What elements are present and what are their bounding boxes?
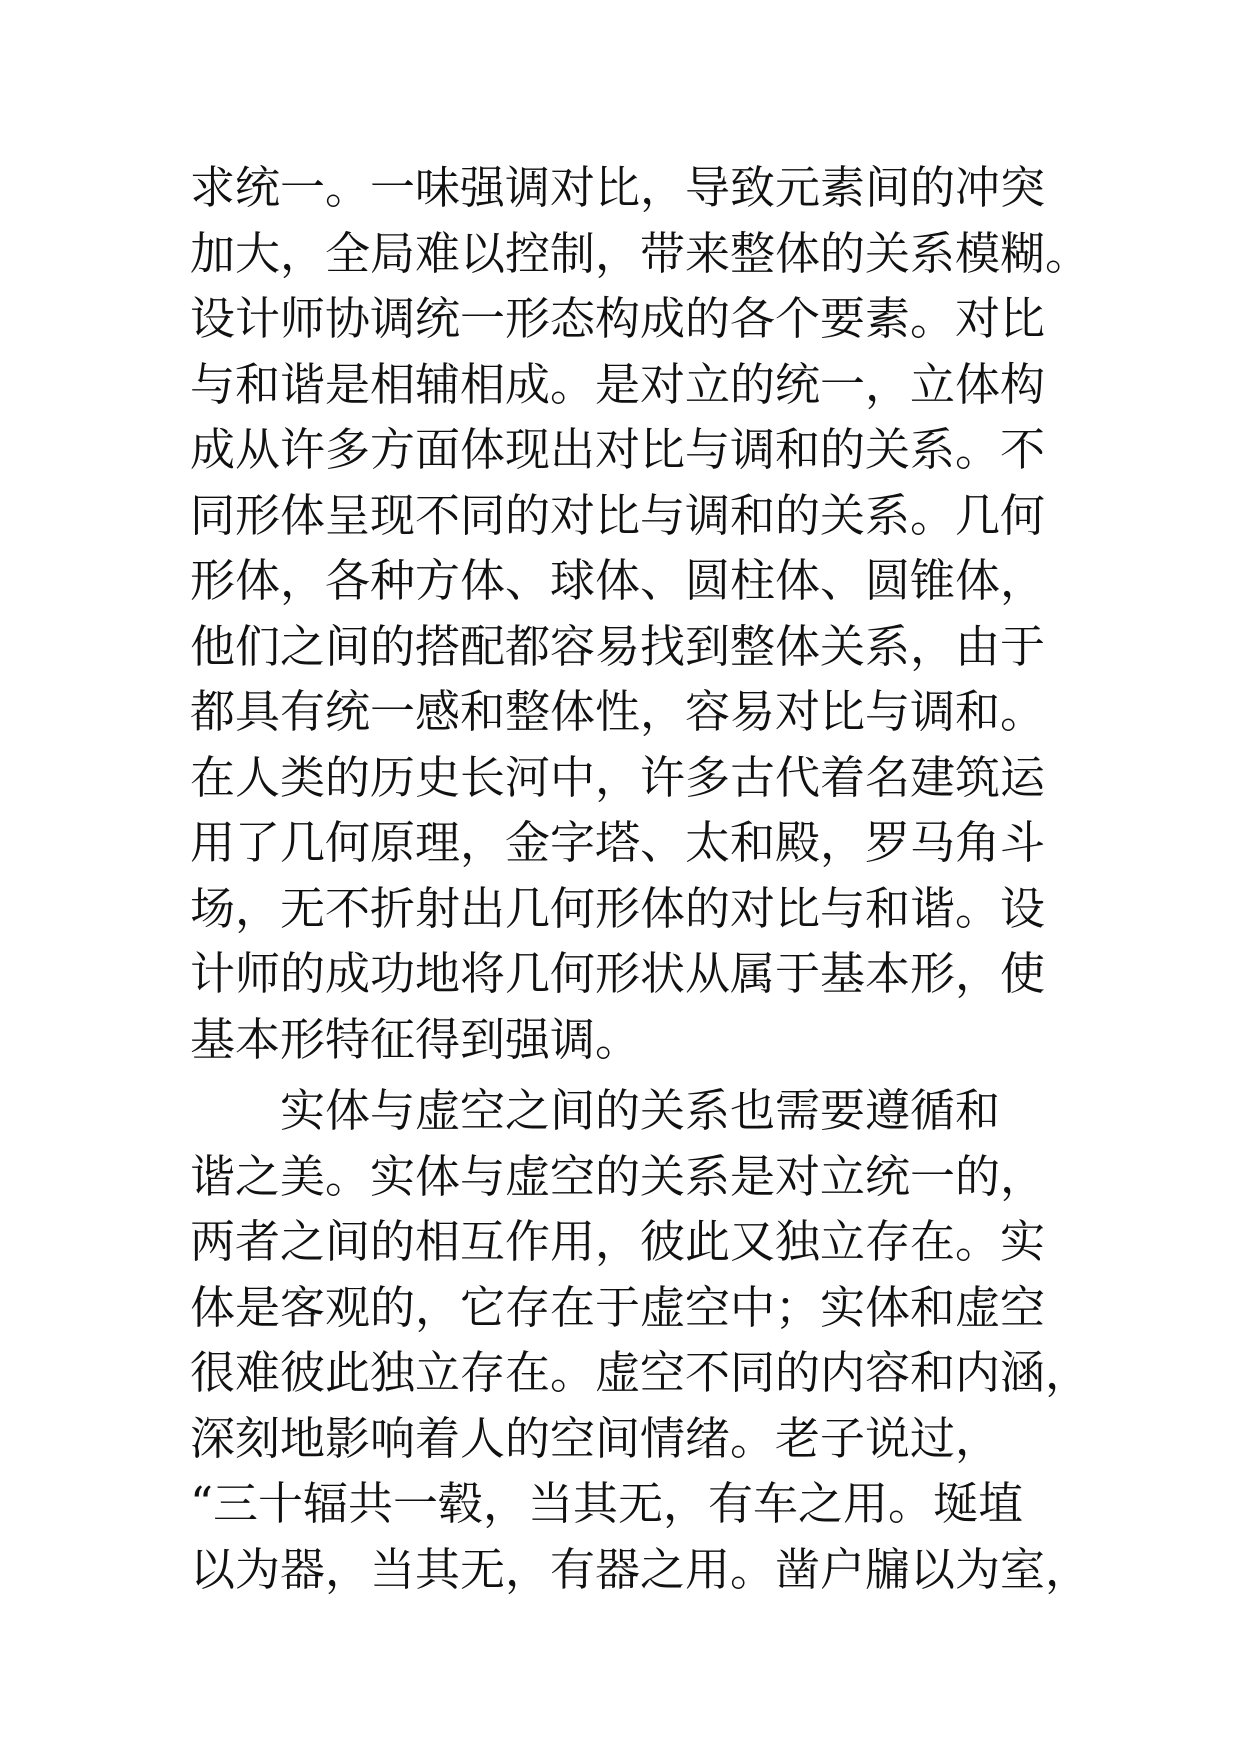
text-line: 在人类的历史长河中，许多古代着名建筑运 bbox=[190, 750, 1046, 804]
text-line: 体是客观的，它存在于虚空中；实体和虚空 bbox=[190, 1280, 1046, 1334]
text-line: “三十辐共一毂，当其无，有车之用。埏埴 bbox=[190, 1477, 1024, 1530]
text-line: 求统一。一味强调对比，导致元素间的冲突 bbox=[190, 161, 1046, 214]
paragraph-start-line: 实体与虚空之间的关系也需要遵循和 bbox=[280, 1084, 1001, 1137]
text-line: 都具有统一感和整体性，容易对比与调和。 bbox=[190, 685, 1046, 738]
text-line: 很难彼此独立存在。虚空不同的内容和内涵， bbox=[190, 1346, 1091, 1399]
text-line: 场，无不折射出几何形体的对比与和谐。设 bbox=[190, 881, 1046, 935]
text-line: 同形体呈现不同的对比与调和的关系。几何 bbox=[190, 488, 1046, 542]
text-line: 深刻地影响着人的空间情绪。老子说过， bbox=[190, 1411, 1001, 1465]
text-line: 用了几何原理，金字塔、太和殿，罗马角斗 bbox=[190, 816, 1046, 869]
text-line: 两者之间的相互作用，彼此又独立存在。实 bbox=[190, 1215, 1046, 1268]
text-line: 以为器，当其无，有器之用。凿户牖以为室， bbox=[190, 1542, 1091, 1596]
text-line: 设计师协调统一形态构成的各个要素。对比 bbox=[190, 292, 1046, 345]
text-line: 成从许多方面体现出对比与调和的关系。不 bbox=[190, 423, 1046, 476]
text-line: 与和谐是相辅相成。是对立的统一，立体构 bbox=[190, 357, 1046, 411]
text-line: 基本形特征得到强调。 bbox=[190, 1012, 641, 1066]
text-line: 加大，全局难以控制，带来整体的关系模糊。 bbox=[190, 226, 1091, 280]
text-line: 他们之间的搭配都容易找到整体关系，由于 bbox=[190, 619, 1046, 673]
text-line: 谐之美。实体与虚空的关系是对立统一的， bbox=[190, 1149, 1046, 1203]
text-line: 计师的成功地将几何形状从属于基本形，使 bbox=[190, 947, 1046, 1000]
body-text bbox=[190, 155, 1090, 1602]
text-line: 形体，各种方体、球体、圆柱体、圆锥体， bbox=[190, 554, 1046, 607]
